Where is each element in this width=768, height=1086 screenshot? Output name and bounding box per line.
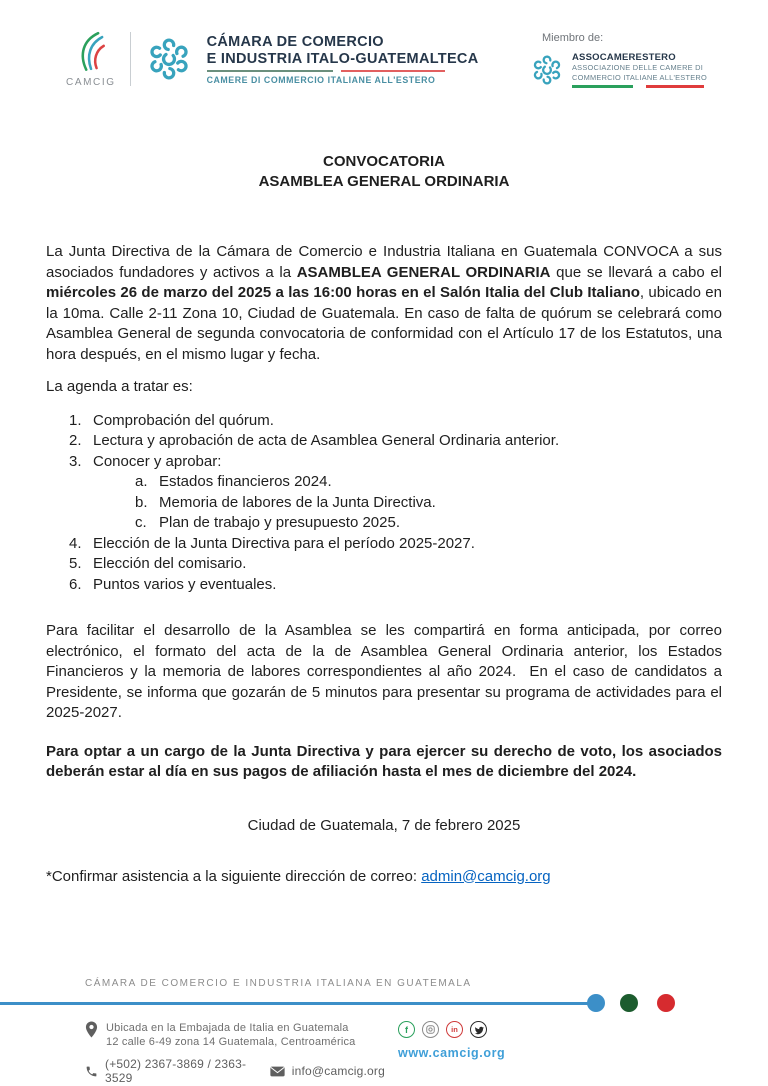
agenda-item-4-number: 4. (69, 534, 82, 552)
footer-website: www.camcig.org (398, 1046, 506, 1060)
twitter-icon (470, 1021, 487, 1038)
facebook-icon: f (398, 1021, 415, 1038)
title-line1: CONVOCATORIA (323, 153, 445, 170)
camcig-logo (66, 30, 478, 88)
footer-rule (0, 994, 768, 1012)
agenda-item-1-text: Comprobación del quórum. (93, 411, 274, 429)
agenda-item-4 (46, 534, 722, 555)
footer-columns (0, 1021, 768, 1085)
camcig-flame-icon (70, 30, 112, 76)
camcig-name-line1: CÁMARA DE COMERCIO (206, 33, 384, 50)
camcig-name-line2: E INDUSTRIA ITALO-GUATEMALTECA (206, 50, 479, 67)
italian-flag-bars (572, 85, 704, 88)
agenda-item-2 (46, 431, 722, 452)
instagram-icon (422, 1021, 439, 1038)
letterhead-footer (0, 978, 768, 1085)
agenda-item-3-number: 3. (69, 452, 82, 470)
intro-seg2-bold: ASAMBLEA GENERAL ORDINARIA (296, 263, 551, 281)
phone-icon (85, 1065, 98, 1078)
title-line2: ASAMBLEA GENERAL ORDINARIA (258, 173, 510, 190)
agenda-item-6-text: Puntos varios y eventuales. (93, 575, 277, 593)
footer-social-column (398, 1021, 505, 1085)
document-title (46, 152, 722, 192)
agenda-list (46, 411, 722, 596)
underline-red-bar (341, 70, 445, 72)
agenda-subitem-c (46, 513, 722, 534)
intro-seg5: , ubicado en la 10ma. Calle 2-11 Zona 10, Ciudad de Guatemala. En caso de falta de quórum se celebrará como Asamblea General de segunda convocatoria de conformidad con el Artículo 17 de los Estatutos, una hora después, en el mismo lugar y fecha. (46, 284, 727, 363)
letterhead (0, 0, 768, 88)
address-lines (106, 1021, 356, 1049)
agenda-subitem-a-text: Estados financieros 2024. (159, 473, 332, 490)
address-line2: 12 calle 6-49 zona 14 Guatemala, Centroamérica (106, 1036, 356, 1048)
agenda-item-4-text: Elección de la Junta Directiva para el período 2025-2027. (93, 534, 475, 552)
agenda-item-2-text: Lectura y aprobación de acta de Asamblea General Ordinaria anterior. (93, 432, 560, 449)
footer-brand-line: CÁMARA DE COMERCIO E INDUSTRIA ITALIANA EN GUATEMALA (85, 978, 472, 989)
agenda-item-1 (46, 411, 722, 432)
footer-dot-red (657, 994, 675, 1012)
camcig-abbr-label: CAMCIG (66, 77, 116, 88)
footer-blue-line (0, 1002, 589, 1005)
camcig-flag-underline (207, 70, 445, 72)
intro-paragraph (46, 242, 727, 365)
assocamerestero-name: ASSOCAMERESTERO (572, 52, 676, 63)
address-line1: Ubicada en la Embajada de Italia en Guatemala (106, 1022, 349, 1034)
footer-dot-green (620, 994, 638, 1012)
document-body (0, 152, 768, 885)
camcig-flower-icon (145, 35, 193, 83)
agenda-item-3-text: Conocer y aprobar: (93, 452, 222, 470)
confirmation-email-link[interactable]: admin@camcig.org (421, 867, 551, 885)
agenda-subitem-c-text: Plan de trabajo y presupuesto 2025. (159, 514, 401, 531)
agenda-item-3 (46, 452, 722, 473)
agenda-item-5-number: 5. (69, 555, 82, 572)
intro-seg4-bold: miércoles 26 de marzo del 2025 a las 16:00 horas en el Salón Italia del Club Italiano (46, 284, 640, 301)
agenda-item-5-text: Elección del comisario. (93, 555, 247, 572)
agenda-subitem-b-letter: b. (135, 493, 148, 511)
underline-green-bar (207, 70, 333, 72)
address-row (85, 1021, 385, 1049)
flag-green-bar (572, 85, 633, 88)
agenda-subitem-b-text: Memoria de labores de la Junta Directiva. (159, 493, 436, 511)
linkedin-icon: in (446, 1021, 463, 1038)
confirmation-note (46, 868, 722, 885)
assocamerestero-desc-line2: COMMERCIO ITALIANE ALL'ESTERO (572, 72, 708, 82)
camcig-mark (66, 30, 116, 88)
assocamerestero-desc-line1: ASSOCIAZIONE DELLE CAMERE DI (572, 63, 704, 72)
location-pin-icon (85, 1021, 98, 1038)
agenda-subitem-a (46, 472, 722, 493)
agenda-item-6 (46, 575, 722, 596)
agenda-subitem-b (46, 493, 722, 514)
confirmation-note-text: *Confirmar asistencia a la siguiente dirección de correo: (46, 867, 422, 885)
assocamerestero-text (572, 52, 707, 88)
intro-seg3: que se llevará a cabo el (550, 263, 727, 281)
social-icons-row (398, 1021, 487, 1038)
assocamerestero-logo (530, 52, 720, 88)
voting-requirements-paragraph: Para optar a un cargo de la Junta Directiva y para ejercer su derecho de voto, los asociados deberán estar al día en sus pagos de afiliación hasta el mes de diciembre del 2024. (46, 742, 727, 780)
agenda-item-1-number: 1. (69, 411, 82, 429)
membership-label: Miembro de: (542, 32, 604, 44)
agenda-subitem-c-letter: c. (135, 514, 147, 531)
flag-red-bar (646, 85, 704, 88)
dateline: Ciudad de Guatemala, 7 de febrero 2025 (247, 816, 521, 834)
footer-dot-blue (587, 994, 605, 1012)
camcig-tagline: CAMERE DI COMMERCIO ITALIANE ALL'ESTERO (206, 74, 436, 85)
agenda-item-6-number: 6. (69, 575, 82, 593)
phone-numbers: (+502) 2367-3869 / 2363-3529 (105, 1057, 247, 1085)
envelope-icon (270, 1066, 285, 1077)
agenda-intro: La agenda a tratar es: (46, 378, 193, 395)
logistics-paragraph: Para facilitar el desarrollo de la Asamblea se les compartirá en forma anticipada, por correo electrónico, el formato del acta de la de Asamblea General Ordinaria anterior, los Estados Financieros y la memoria de labores correspondientes al año 2024. En el caso de candidatos a Presidente, se informa que gozarán de 5 minutos para presentar su programa de actividades para el 2025-2027. (46, 622, 727, 721)
agenda-subitem-a-letter: a. (135, 473, 148, 490)
membership-block (530, 30, 720, 88)
agenda-item-5 (46, 554, 722, 575)
agenda-item-2-number: 2. (69, 432, 82, 449)
camcig-logo-text (207, 34, 479, 85)
phone-email-row (85, 1057, 385, 1085)
logo-divider (130, 32, 131, 86)
footer-email: info@camcig.org (291, 1064, 385, 1078)
assocamerestero-flower-icon (530, 53, 564, 87)
intro-seg1: La Junta Directiva de la Cámara de Comercio e Industria Italiana en Guatemala CONVOCA a sus asociados fundadores y activos a la (46, 243, 727, 281)
footer-contact-column (85, 1021, 385, 1085)
